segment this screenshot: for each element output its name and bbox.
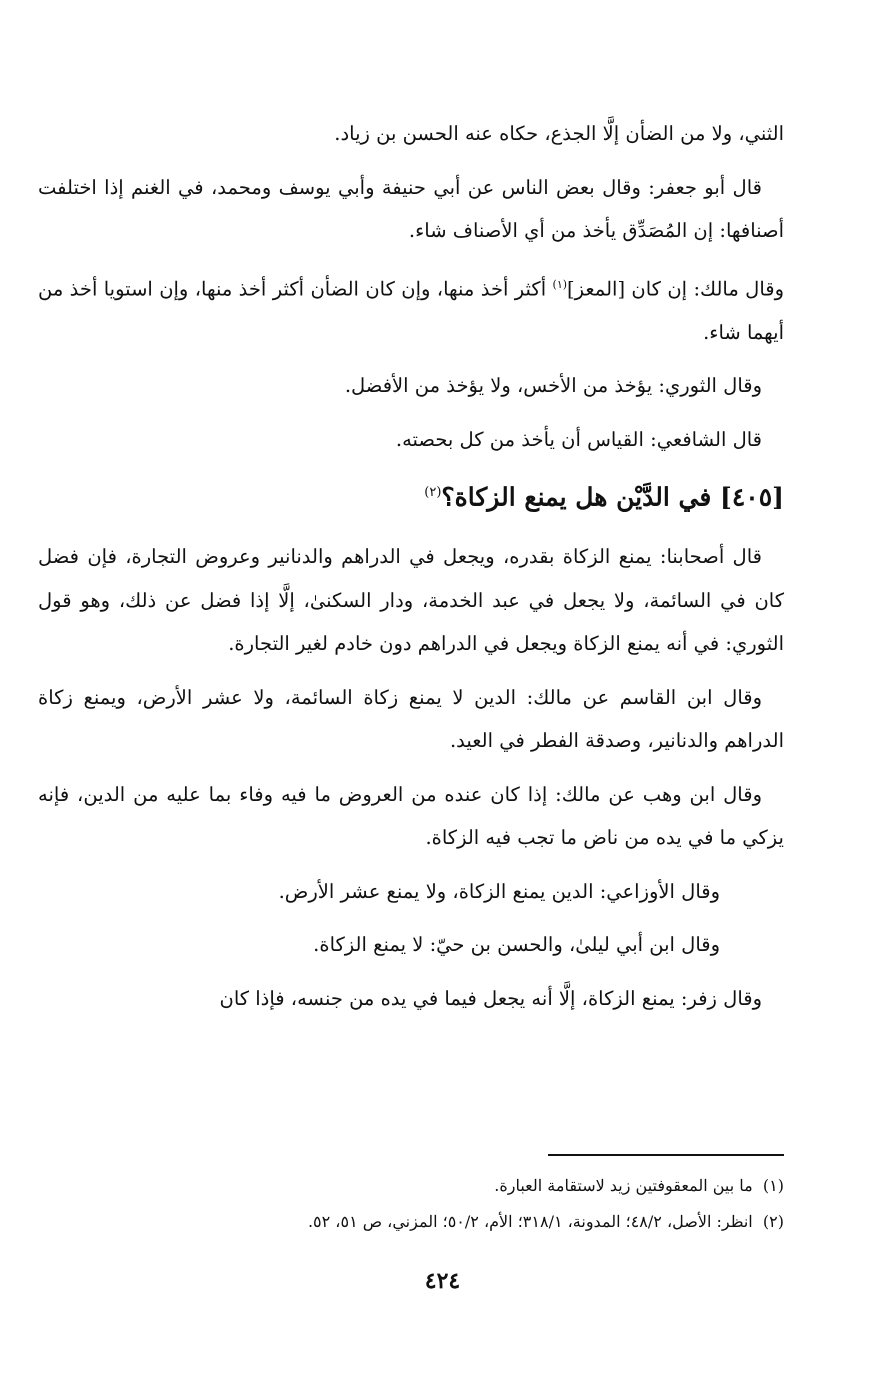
footnote-ref[interactable]: (٢) — [424, 485, 442, 500]
footnote-number: (٢) — [762, 1212, 784, 1231]
paragraph: وقال الأوزاعي: الدين يمنع الزكاة، ولا يمنع عشر الأرض. — [278, 879, 720, 903]
paragraph: قال الشافعي: القياس أن يأخذ من كل بحصته. — [395, 427, 762, 451]
footnotes — [38, 1168, 784, 1240]
footnote-text: انظر: الأصل، ٤٨/٢؛ المدونة، ٣١٨/١؛ الأم، ٥٠/٢؛ المزني، ص ٥١، ٥٢. — [307, 1212, 753, 1231]
main-text — [38, 112, 784, 1030]
footnote-number: (١) — [762, 1176, 784, 1195]
footnote-text: ما بين المعقوفتين زيد لاستقامة العبارة. — [494, 1176, 753, 1195]
paragraph: وقال ابن القاسم عن مالك: الدين لا يمنع زكاة السائمة، ولا عشر الأرض، ويمنع زكاة الدراهم والدنانير، وصدقة الفطر في العيد. — [38, 685, 784, 753]
footnote — [38, 1204, 784, 1240]
paragraph-text: وقال مالك: إن كان [المعز] — [567, 277, 784, 300]
footnote — [38, 1168, 784, 1204]
footnote-divider — [548, 1154, 784, 1156]
section-number: [٤٠٥] — [720, 482, 784, 512]
section-title: في الدَّيْن هل يمنع الزكاة؟ — [441, 482, 712, 512]
paragraph: وقال ابن وهب عن مالك: إذا كان عنده من العروض ما فيه وفاء بما عليه من الدين، فإنه يزكي ما في يده من ناض ما تجب فيه الزكاة. — [38, 782, 784, 850]
paragraph: قال أصحابنا: يمنع الزكاة بقدره، ويجعل في الدراهم والدنانير وعروض التجارة، فإن فضل كان في السائمة، ولا يجعل في عبد الخدمة، ودار السكنىٰ، إلَّا إذا فضل عن ذلك، وهو قول الثوري: في أنه يمنع الزكاة ويجعل في الدراهم دون خادم لغير التجارة. — [38, 545, 784, 656]
paragraph: وقال زفر: يمنع الزكاة، إلَّا أنه يجعل فيما في يده من جنسه، فإذا كان — [219, 986, 762, 1010]
paragraph — [38, 263, 784, 355]
paragraph: قال أبو جعفر: وقال بعض الناس عن أبي حنيفة وأبي يوسف ومحمد، في الغنم إذا اختلفت أصنافها: إن المُصَدِّق يأخذ من أي الأصناف شاء. — [38, 175, 784, 242]
page-number: ٤٢٤ — [424, 1268, 461, 1294]
paragraph: وقال ابن أبي ليلىٰ، والحسن بن حيّ: لا يمنع الزكاة. — [313, 933, 720, 957]
section-heading — [38, 471, 784, 519]
paragraph: الثني، ولا من الضأن إلَّا الجذع، حكاه عنه الحسن بن زياد. — [334, 122, 784, 145]
paragraph: وقال الثوري: يؤخذ من الأخس، ولا يؤخذ من الأفضل. — [344, 374, 762, 397]
paragraph-text: أكثر أخذ منها، وإن كان الضأن أكثر أخذ منها، وإن استويا أخذ من أيهما شاء. — [38, 277, 784, 344]
footnote-ref[interactable]: (١) — [552, 277, 568, 291]
